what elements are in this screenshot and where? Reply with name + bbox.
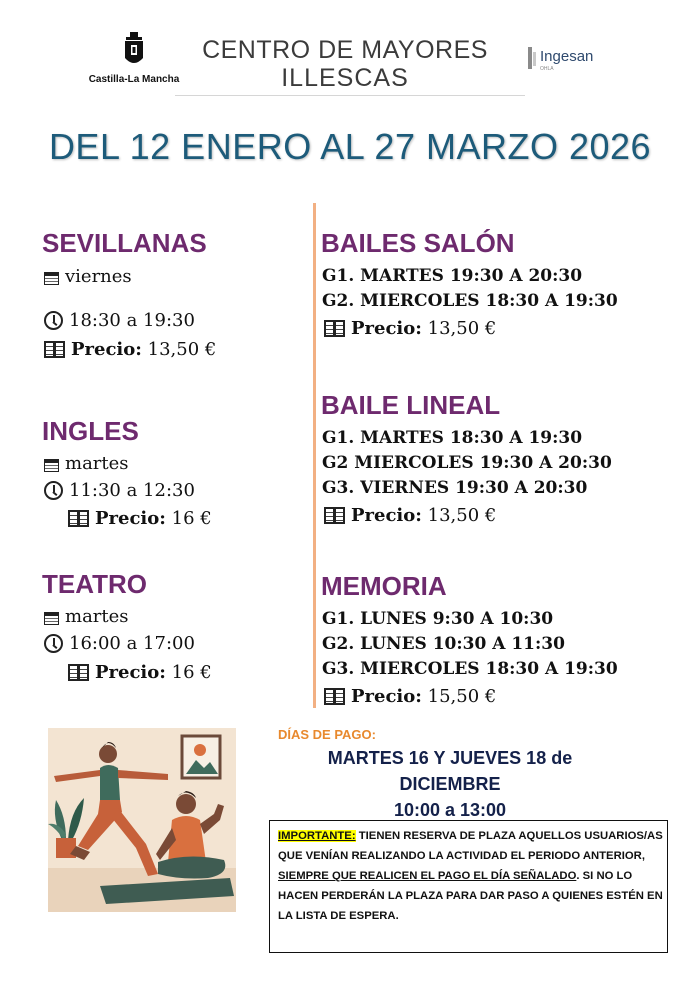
baile-lineal-group-2: G2 MIERCOLES 19:30 A 20:30 xyxy=(322,453,612,473)
crest-icon xyxy=(122,32,146,68)
baile-lineal-group-3: G3. VIERNES 19:30 A 20:30 xyxy=(322,478,588,498)
memoria-group-1: G1. LUNES 9:30 A 10:30 xyxy=(322,609,554,629)
column-divider xyxy=(313,203,316,708)
clock-icon xyxy=(44,481,63,500)
ingles-price: Precio: 16 € xyxy=(68,508,212,529)
clock-icon xyxy=(44,634,63,653)
baile-lineal-price: Precio: 13,50 € xyxy=(324,505,496,526)
ticket-icon xyxy=(324,507,345,524)
payment-days-label: DÍAS DE PAGO: xyxy=(278,727,376,742)
ingesan-logo-sub: OHLA xyxy=(540,66,554,72)
memoria-title: MEMORIA xyxy=(321,571,447,601)
teatro-time: 16:00 a 17:00 xyxy=(44,633,195,654)
calendar-icon xyxy=(44,612,59,625)
bailes-salon-group-1: G1. MARTES 19:30 A 20:30 xyxy=(322,266,583,286)
payment-line-2: DICIEMBRE xyxy=(399,774,501,794)
payment-line-1: MARTES 16 Y JUEVES 18 de xyxy=(327,748,573,768)
ticket-icon xyxy=(44,341,65,358)
header-rule xyxy=(175,95,525,96)
calendar-icon xyxy=(44,272,59,285)
baile-lineal-title: BAILE LINEAL xyxy=(321,390,501,420)
bailes-salon-price: Precio: 13,50 € xyxy=(324,318,496,339)
ingles-title: INGLES xyxy=(42,416,139,446)
ticket-icon xyxy=(68,510,89,527)
payment-days-text xyxy=(300,745,600,823)
ticket-icon xyxy=(68,664,89,681)
memoria-price: Precio: 15,50 € xyxy=(324,686,496,707)
castilla-la-mancha-text: Castilla-La Mancha xyxy=(88,74,180,85)
sevillanas-title: SEVILLANAS xyxy=(42,228,207,258)
calendar-icon xyxy=(44,459,59,472)
bailes-salon-group-2: G2. MIERCOLES 18:30 A 19:30 xyxy=(322,291,618,311)
ticket-icon xyxy=(324,688,345,705)
teatro-title: TEATRO xyxy=(42,569,147,599)
ingles-time: 11:30 a 12:30 xyxy=(44,480,195,501)
center-title-line1: CENTRO DE MAYORES xyxy=(202,36,488,64)
baile-lineal-group-1: G1. MARTES 18:30 A 19:30 xyxy=(322,428,583,448)
memoria-group-2: G2. LUNES 10:30 A 11:30 xyxy=(322,634,565,654)
date-range-title: DEL 12 ENERO AL 27 MARZO 2026 xyxy=(48,126,652,167)
ingesan-logo xyxy=(526,44,606,74)
sevillanas-day: viernes xyxy=(44,266,132,287)
sevillanas-time: 18:30 a 19:30 xyxy=(44,310,195,331)
center-title-line2: ILLESCAS xyxy=(281,64,409,92)
teatro-day: martes xyxy=(44,606,129,627)
payment-line-3: 10:00 a 13:00 xyxy=(393,800,507,820)
memoria-group-3: G3. MIERCOLES 18:30 A 19:30 xyxy=(322,659,618,679)
important-label: IMPORTANTE: xyxy=(278,830,356,842)
ingles-day: martes xyxy=(44,453,129,474)
castilla-la-mancha-logo xyxy=(84,32,184,85)
center-title xyxy=(190,36,500,92)
yoga-illustration xyxy=(48,728,236,912)
sevillanas-price: Precio: 13,50 € xyxy=(44,339,216,360)
ingesan-logo-text: Ingesan xyxy=(540,48,594,65)
clock-icon xyxy=(44,311,63,330)
bailes-salon-title: BAILES SALÓN xyxy=(321,228,515,258)
important-underlined: SIEMPRE QUE REALICEN EL PAGO EL DÍA SEÑALADO xyxy=(278,870,577,882)
teatro-price: Precio: 16 € xyxy=(68,662,212,683)
important-notice-text: IMPORTANTE: TIENEN RESERVA DE PLAZA AQUELLOS USUARIOS/AS QUE VENÍAN REALIZANDO LA ACTIVIDAD EL PERIODO ANTERIOR, SIEMPRE QUE REALICEN EL PAGO EL DÍA SEÑALADO. SI NO LO HACEN PERDERÁN LA PLAZA PARA DAR PASO A QUIENES ESTÉN EN LA LISTA DE ESPERA. xyxy=(278,830,663,922)
ticket-icon xyxy=(324,320,345,337)
